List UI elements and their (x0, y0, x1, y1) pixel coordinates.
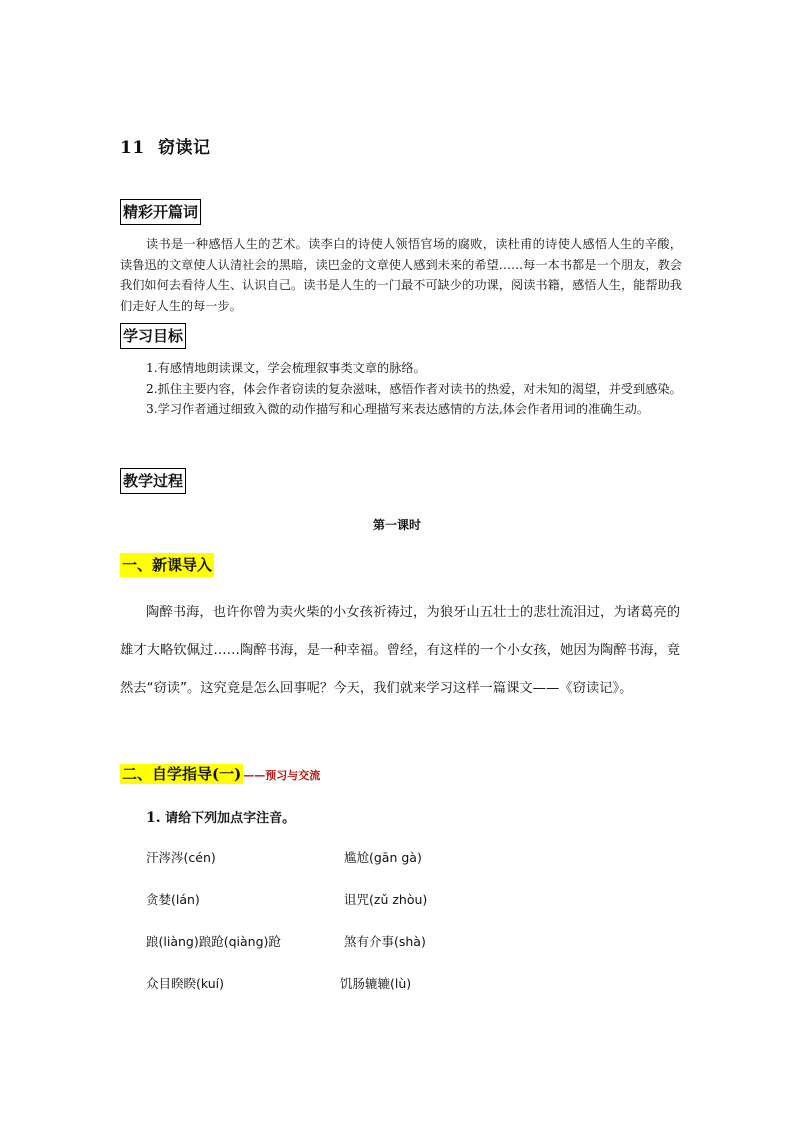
section1-heading: 一、新课导入 (120, 553, 214, 577)
section2-heading-row (120, 763, 320, 785)
pinyin-word: 尴尬(gān gà) (344, 850, 422, 865)
lesson-title (120, 133, 211, 158)
intro-paragraph (120, 594, 680, 708)
opening-text: 读书是一种感悟人生的艺术。读李白的诗使人领悟官场的腐败，读杜甫的诗使人感悟人生的辛酸，读鲁迅的文章使人认清社会的黑暗，读巴金的文章使人感到未来的希望……每一本书都是一个朋友，教会我们如何去看待人生、认识自己。读书是人生的一门最不可缺少的功课，阅读书籍，感悟人生，能帮助我们走好人生的每一步。 (120, 237, 682, 313)
pinyin-word: 踉(liàng)踉跄(qiàng)跄 (146, 934, 281, 949)
lesson-number: 11 (120, 138, 145, 158)
intro-text: 陶醉书海，也许你曾为卖火柴的小女孩祈祷过，为狼牙山五壮士的悲壮流泪过，为诸葛亮的雄才大略钦佩过……陶醉书海，是一种幸福。曾经，有这样的一个小女孩，她因为陶醉书海，竟然去“窃读”。这究竟是怎么回事呢？今天，我们就来学习这样一篇课文——《窃读记》。 (120, 605, 680, 696)
pinyin-word: 众目睽睽(kuí) (146, 976, 225, 991)
opening-heading: 精彩开篇词 (120, 199, 201, 225)
process-heading: 教学过程 (120, 468, 186, 494)
pinyin-word: 煞有介事(shà) (344, 934, 426, 949)
lesson-title-text: 窃读记 (158, 138, 211, 158)
goals-list (120, 358, 682, 420)
opening-paragraph (120, 234, 682, 316)
goal-item-3: 3.学习作者通过细致入微的动作描写和心理描写来表达感情的方法,体会作者用词的准确生动。 (146, 402, 650, 416)
section2-subtitle: ——预习与交流 (243, 769, 321, 782)
section2-heading: 二、自学指导(一) (122, 765, 242, 783)
question-1-text: 请给下列加点字注音。 (165, 811, 296, 826)
pinyin-word: 饥肠辘辘(lù) (340, 976, 412, 991)
question-1-number: 1. (146, 810, 161, 826)
pinyin-word: 汗涔涔(cén) (146, 850, 216, 865)
lesson-period: 第一课时 (372, 518, 421, 532)
pinyin-word: 诅咒(zǔ zhòu) (344, 892, 428, 907)
goal-item-2: 2.抓住主要内容，体会作者窃读的复杂滋味，感悟作者对读书的热爱，对未知的渴望，并受到感染。 (146, 381, 682, 396)
goals-heading: 学习目标 (120, 323, 186, 349)
goal-item-1: 1.有感情地朗读课文，学会梳理叙事类文章的脉络。 (146, 361, 426, 375)
pinyin-word: 贪婪(lán) (146, 892, 200, 907)
question-1 (146, 807, 295, 826)
